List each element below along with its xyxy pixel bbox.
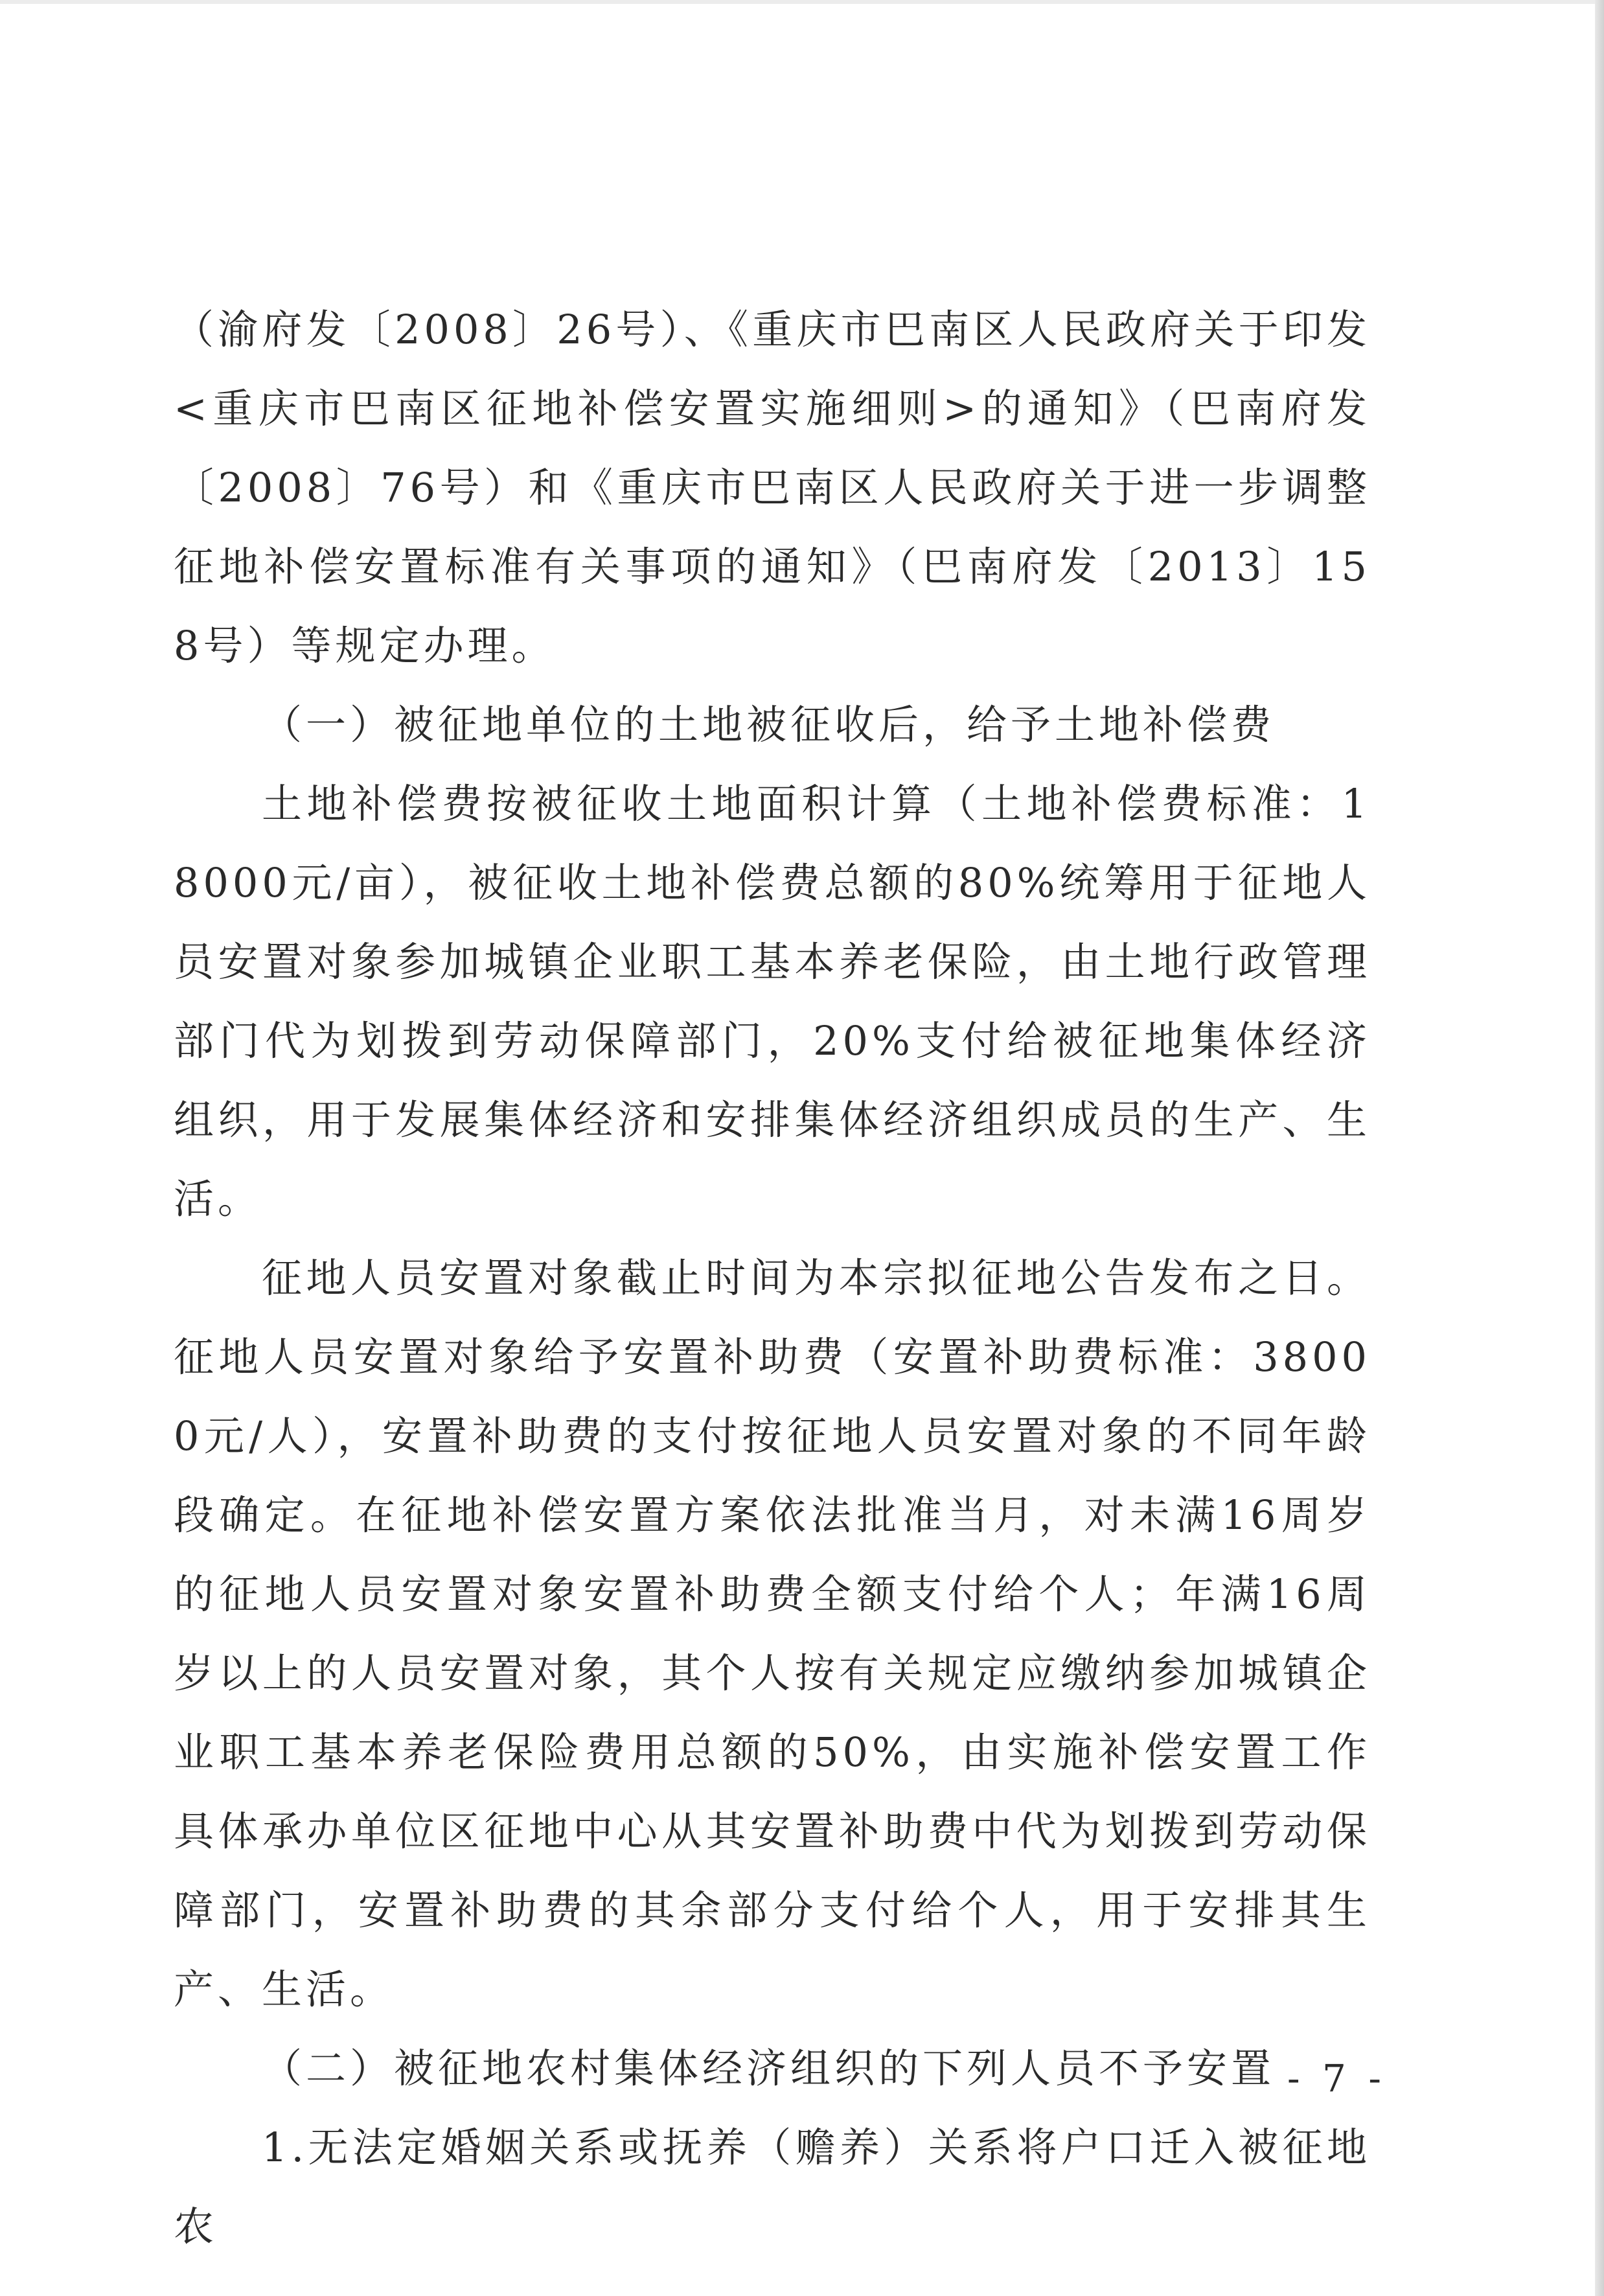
- heading-land-compensation: （一）被征地单位的土地被征收后，给予土地补偿费: [262, 701, 1276, 748]
- document-body: [174, 290, 1371, 2266]
- heading-not-resettled: （二）被征地农村集体经济组织的下列人员不予安置: [262, 2045, 1276, 2092]
- scan-edge-right: [1595, 0, 1604, 2296]
- list-item-1: 1.无法定婚姻关系或抚养（赡养）关系将户口迁入被征地农: [174, 2124, 1371, 2250]
- paragraph-regulations-continued: （渝府发〔2008〕26号）、《重庆市巴南区人民政府关于印发<重庆市巴南区征地补偿安置实施细则>的通知》（巴南府发〔2008〕76号）和《重庆市巴南区人民政府关于进一步调整征地补偿安置标准有关事项的通知》（巴南府发〔2013〕158号）等规定办理。: [174, 306, 1371, 669]
- paragraph-resettlement-subsidy: 征地人员安置对象截止时间为本宗拟征地公告发布之日。征地人员安置对象给予安置补助费（安置补助费标准：38000元/人），安置补助费的支付按征地人员安置对象的不同年龄段确定。在征地补偿安置方案依法批准当月，对未满16周岁的征地人员安置对象安置补助费全额支付给个人；年满16周岁以上的人员安置对象，其个人按有关规定应缴纳参加城镇企业职工基本养老保险费用总额的50%，由实施补偿安置工作具体承办单位区征地中心从其安置补助费中代为划拨到劳动保障部门，安置补助费的其余部分支付给个人，用于安排其生产、生活。: [174, 1254, 1371, 2013]
- page-number: - 7 -: [1287, 2056, 1386, 2100]
- scan-edge-top: [0, 0, 1604, 4]
- paragraph-land-compensation: 土地补偿费按被征收土地面积计算（土地补偿费标准：18000元/亩），被征收土地补偿费总额的80%统筹用于征地人员安置对象参加城镇企业职工基本养老保险，由土地行政管理部门代为划拨到劳动保障部门，20%支付给被征地集体经济组织，用于发展集体经济和安排集体经济组织成员的生产、生活。: [174, 780, 1371, 1223]
